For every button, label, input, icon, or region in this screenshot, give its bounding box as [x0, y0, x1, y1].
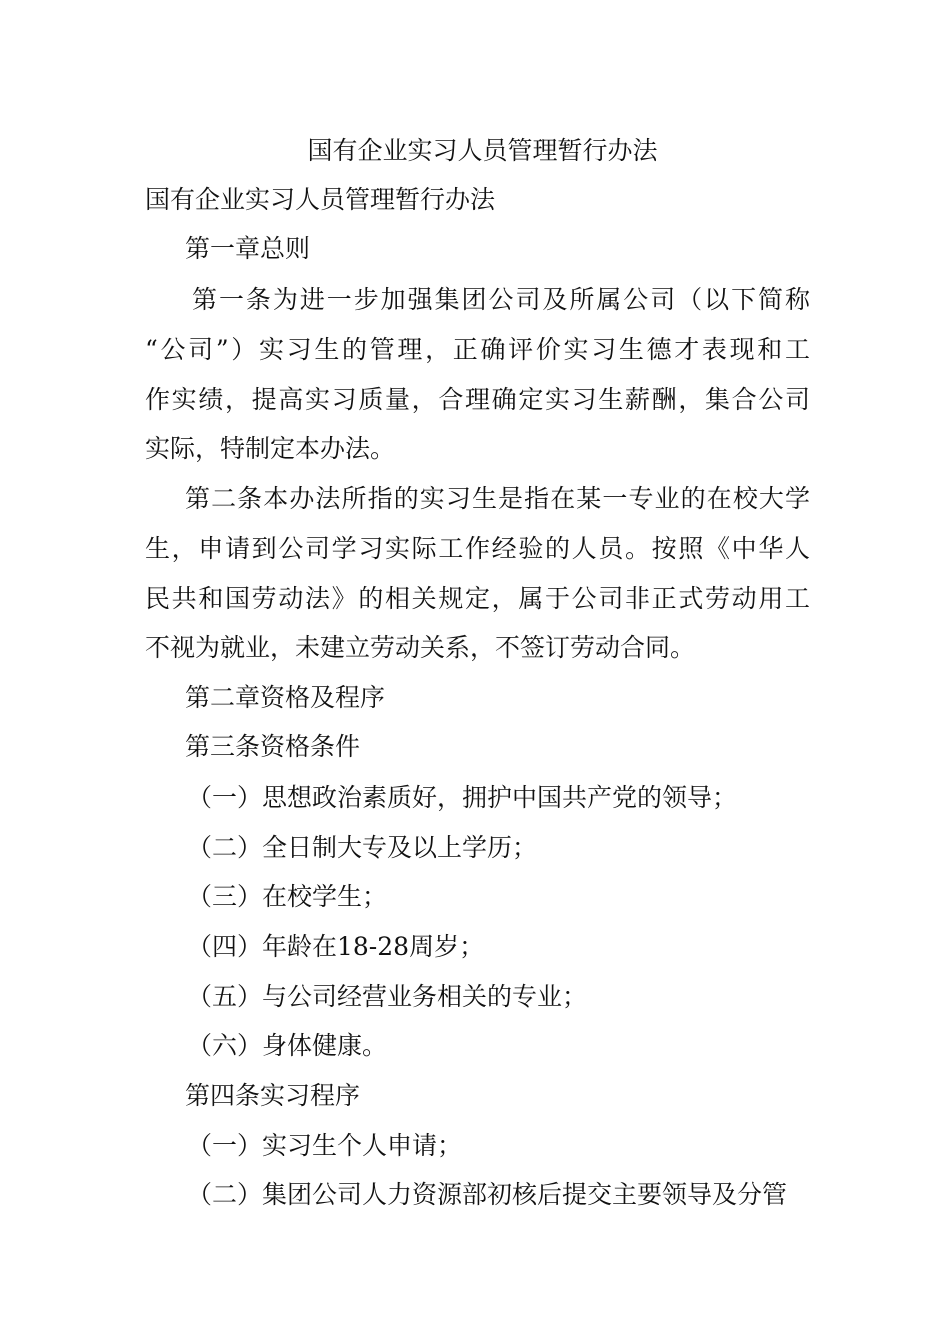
condition-item: （四）年龄在18-28周岁；: [187, 932, 485, 961]
article-1-line-4: 实际，特制定本办法。: [145, 434, 396, 463]
article-4-heading: 第四条实习程序: [185, 1081, 361, 1110]
article-2-line-2: 生，申请到公司学习实际工作经验的人员。按照《中华人: [145, 534, 810, 563]
chapter-1-heading: 第一章总则: [185, 234, 311, 263]
document-title: 国有企业实习人员管理暂行办法: [307, 136, 658, 165]
article-2-line-3: 民共和国劳动法》的相关规定，属于公司非正式劳动用工: [145, 584, 810, 613]
article-1-line-2: “公司”）实习生的管理，正确评价实习生德才表现和工: [145, 335, 810, 364]
procedure-item: （二）集团公司人力资源部初核后提交主要领导及分管: [187, 1180, 788, 1209]
condition-item: （六）身体健康。: [187, 1031, 388, 1060]
article-1-line-1: 第一条为进一步加强集团公司及所属公司（以下简称: [192, 285, 810, 314]
condition-item: （三）在校学生；: [187, 882, 388, 911]
condition-item: （一）思想政治素质好，拥护中国共产党的领导；: [187, 783, 738, 812]
article-2-line-4: 不视为就业，未建立劳动关系，不签订劳动合同。: [145, 633, 696, 662]
article-2-line-1: 第二条本办法所指的实习生是指在某一专业的在校大学: [185, 484, 810, 513]
chapter-2-heading: 第二章资格及程序: [185, 683, 386, 712]
article-1-line-3: 作实绩，提高实习质量，合理确定实习生薪酬，集合公司: [145, 385, 810, 414]
procedure-item: （一）实习生个人申请；: [187, 1131, 463, 1160]
article-3-heading: 第三条资格条件: [185, 732, 361, 761]
document-heading: 国有企业实习人员管理暂行办法: [145, 185, 496, 214]
condition-item: （二）全日制大专及以上学历；: [187, 833, 538, 862]
condition-item: （五）与公司经营业务相关的专业；: [187, 982, 588, 1011]
